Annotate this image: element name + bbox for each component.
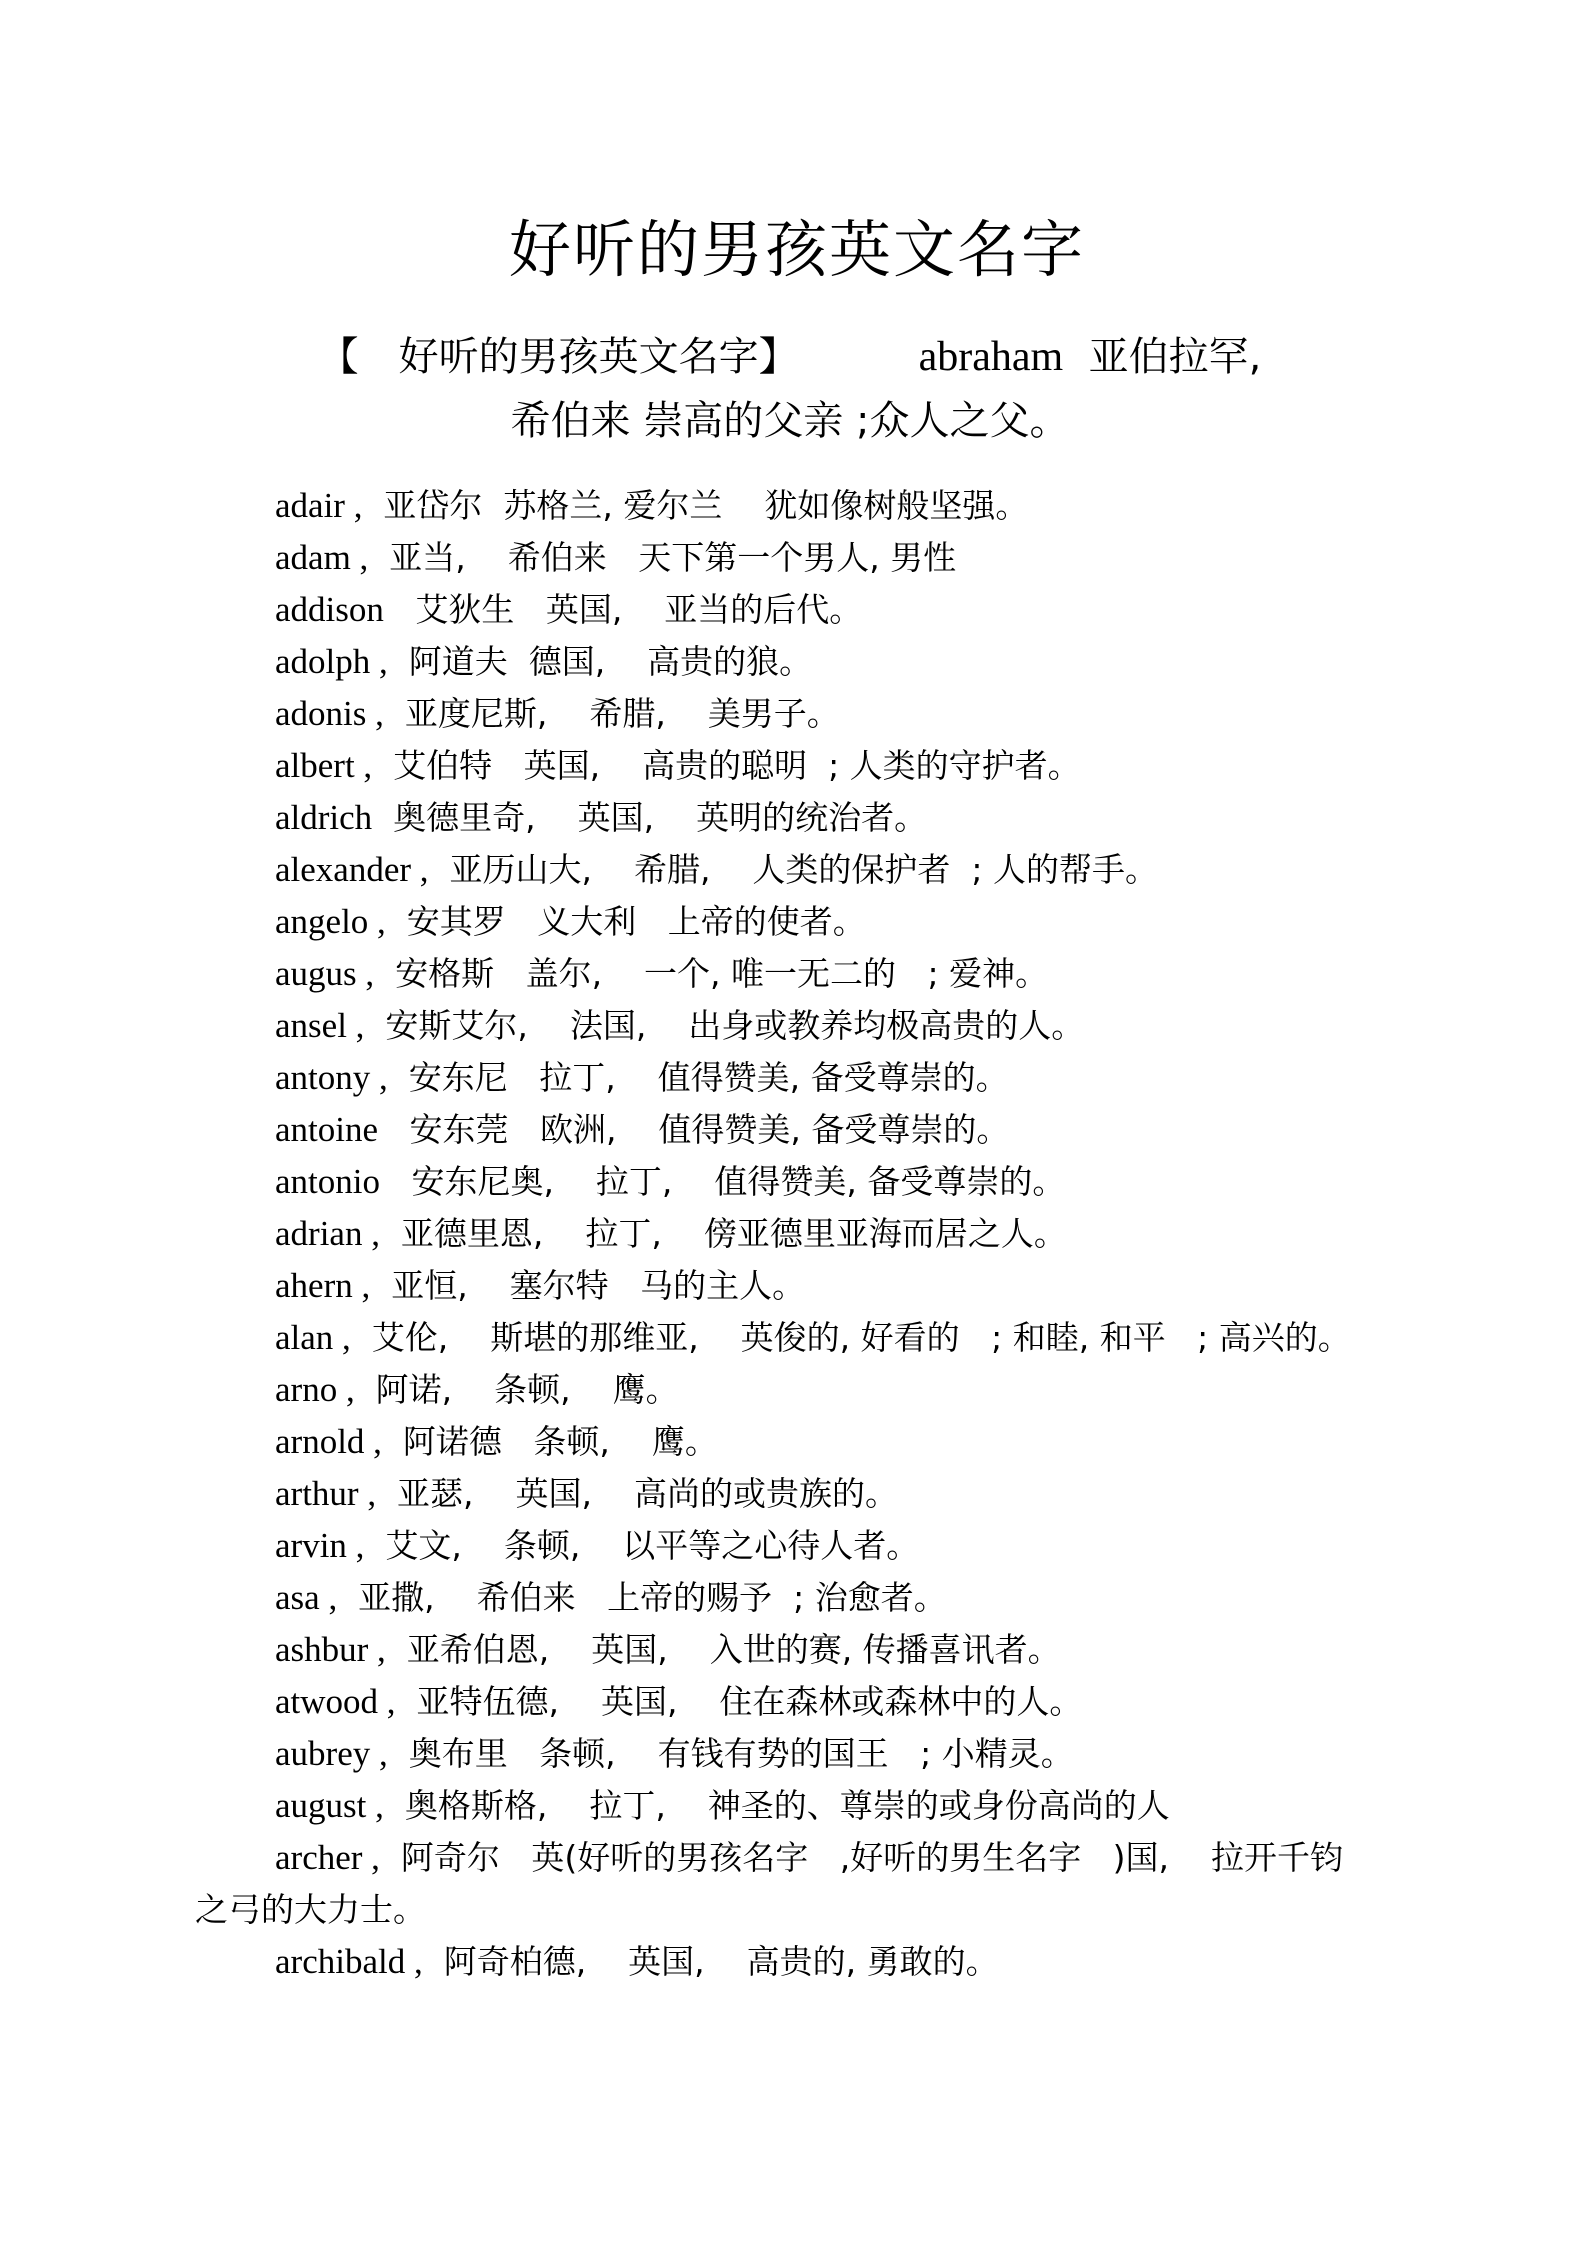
entry-description: 阿诺, 条顿, 鹰。 — [354, 1370, 679, 1409]
entry-description: 奥格斯格, 拉丁, 神圣的、尊崇的或身份高尚的人 — [383, 1786, 1170, 1825]
entry-description: 亚瑟, 英国, 高尚的或贵族的。 — [376, 1474, 898, 1513]
entry-description: 亚撒, 希伯来 上帝的赐予 ; 治愈者。 — [337, 1578, 947, 1617]
subtitle-bracket: 【 — [318, 334, 359, 380]
entry-english-name: aldrich — [275, 798, 373, 837]
name-entry — [195, 1156, 1375, 1208]
entry-english-name: adam , — [275, 538, 369, 577]
name-entry — [195, 1520, 1375, 1572]
entry-english-name: archer , — [275, 1838, 380, 1877]
entry-description: 亚岱尔 苏格兰, 爱尔兰 犹如像树般坚强。 — [362, 486, 1029, 525]
entry-description: 阿奇柏德, 英国, 高贵的, 勇敢的。 — [422, 1942, 999, 1981]
name-entry — [195, 1104, 1375, 1156]
entry-english-name: addison — [275, 590, 384, 629]
entry-english-name: august , — [275, 1786, 384, 1825]
name-entry — [195, 1728, 1375, 1780]
entry-description: 亚希伯恩, 英国, 入世的赛, 传播喜讯者。 — [385, 1630, 1061, 1669]
entry-description: 亚当, 希伯来 天下第一个男人, 男性 — [368, 538, 957, 577]
entry-english-name: arvin , — [275, 1526, 365, 1565]
entry-english-name: adonis , — [275, 694, 384, 733]
name-entry — [195, 480, 1375, 532]
name-entry — [195, 896, 1375, 948]
entry-description: 奥德里奇, 英国, 英明的统治者。 — [372, 798, 928, 837]
name-entry — [195, 1676, 1375, 1728]
entry-description: 安东尼奥, 拉丁, 值得赞美, 备受尊崇的。 — [379, 1162, 1066, 1201]
name-entry — [195, 1624, 1375, 1676]
name-entry — [195, 1312, 1375, 1364]
entry-description: 安东尼 拉丁, 值得赞美, 备受尊崇的。 — [387, 1058, 1009, 1097]
name-entry — [195, 1416, 1375, 1468]
subtitle-line-1 — [190, 325, 1390, 389]
name-entry — [195, 1832, 1375, 1936]
name-list — [195, 480, 1375, 1988]
name-entry — [195, 584, 1375, 636]
name-entry — [195, 948, 1375, 1000]
entry-english-name: ansel , — [275, 1006, 365, 1045]
name-entry — [195, 740, 1375, 792]
entry-description: 艾狄生 英国, 亚当的后代。 — [383, 590, 863, 629]
entry-english-name: augus , — [275, 954, 375, 993]
name-entry — [195, 792, 1375, 844]
entry-english-name: arthur , — [275, 1474, 377, 1513]
entry-description: 亚德里恩, 拉丁, 傍亚德里亚海而居之人。 — [379, 1214, 1067, 1253]
entry-english-name: arno , — [275, 1370, 355, 1409]
name-entry — [195, 1572, 1375, 1624]
entry-description: 亚恒, 塞尔特 马的主人。 — [370, 1266, 806, 1305]
entry-english-name: aubrey , — [275, 1734, 388, 1773]
entry-english-name: alan , — [275, 1318, 351, 1357]
entry-english-name: albert , — [275, 746, 373, 785]
entry-description: 艾伯特 英国, 高贵的聪明 ; 人类的守护者。 — [372, 746, 1081, 785]
name-entry — [195, 1052, 1375, 1104]
name-entry — [195, 636, 1375, 688]
name-entry — [195, 688, 1375, 740]
entry-description: 安东莞 欧洲, 值得赞美, 备受尊崇的。 — [378, 1110, 1010, 1149]
entry-english-name: ashbur , — [275, 1630, 386, 1669]
entry-description: 阿奇尔 英(好听的男孩名字 ,好听的男生名字 )国, 拉开千钧之弓的大力士。 — [195, 1838, 1343, 1929]
subtitle-name-en: abraham — [918, 334, 1064, 380]
entry-description: 艾文, 条顿, 以平等之心待人者。 — [364, 1526, 920, 1565]
entry-description: 安斯艾尔, 法国, 出身或教养均极高贵的人。 — [364, 1006, 1085, 1045]
entry-english-name: alexander , — [275, 850, 429, 889]
entry-english-name: antonio — [275, 1162, 380, 1201]
entry-english-name: ahern , — [275, 1266, 371, 1305]
subtitle — [190, 325, 1390, 453]
entry-description: 艾伦, 斯堪的那维亚, 英俊的, 好看的 ; 和睦, 和平 ; 高兴的。 — [350, 1318, 1351, 1357]
entry-english-name: atwood , — [275, 1682, 396, 1721]
name-entry — [195, 1936, 1375, 1988]
subtitle-name-zh: 亚伯拉罕, — [1088, 334, 1262, 380]
entry-english-name: antoine — [275, 1110, 379, 1149]
entry-description: 阿诺德 条顿, 鹰。 — [381, 1422, 718, 1461]
entry-english-name: adolph , — [275, 642, 388, 681]
entry-english-name: arnold , — [275, 1422, 382, 1461]
page-title: 好听的男孩英文名字 — [508, 213, 1085, 286]
name-entry — [195, 1364, 1375, 1416]
entry-english-name: adair , — [275, 486, 363, 525]
name-entry — [195, 1260, 1375, 1312]
name-entry — [195, 844, 1375, 896]
entry-description: 阿道夫 德国, 高贵的狼。 — [387, 642, 813, 681]
subtitle-line-2: 希伯来 崇高的父亲 ;众人之父。 — [510, 398, 1070, 444]
entry-english-name: antony , — [275, 1058, 388, 1097]
entry-english-name: angelo , — [275, 902, 386, 941]
entry-english-name: archibald , — [275, 1942, 423, 1981]
entry-description: 奥布里 条顿, 有钱有势的国王 ; 小精灵。 — [387, 1734, 1074, 1773]
entry-description: 亚历山大, 希腊, 人类的保护者 ; 人的帮手。 — [428, 850, 1158, 889]
entry-description: 安其罗 义大利 上帝的使者。 — [385, 902, 866, 941]
entry-description: 安格斯 盖尔, 一个, 唯一无二的 ; 爱神。 — [374, 954, 1049, 993]
entry-english-name: adrian , — [275, 1214, 380, 1253]
subtitle-label: 好听的男孩英文名字】 — [398, 334, 799, 380]
entry-description: 亚特伍德, 英国, 住在森林或森林中的人。 — [395, 1682, 1083, 1721]
name-entry — [195, 1000, 1375, 1052]
name-entry — [195, 1208, 1375, 1260]
name-entry — [195, 532, 1375, 584]
name-entry — [195, 1780, 1375, 1832]
entry-english-name: asa , — [275, 1578, 338, 1617]
name-entry — [195, 1468, 1375, 1520]
entry-description: 亚度尼斯, 希腊, 美男子。 — [383, 694, 840, 733]
